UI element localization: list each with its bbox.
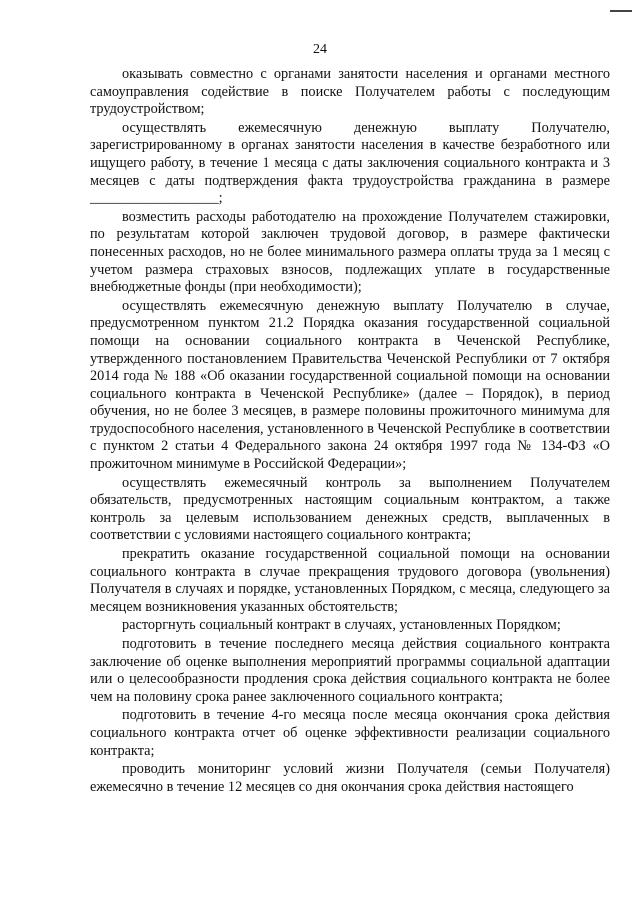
paragraph-7: расторгнуть социальный контракт в случаях, установленных Порядком; <box>122 617 561 634</box>
paragraph-3: возместить расходы работодателю на прохождение Получателем стажировки, по результатам которой заключен трудовой договор, в размере фактически понесенных расходов, но не более минимального размера оплаты труда за 1 месяц с учетом размера страховых взносов, подлежащих уплате в государственные внебюджетные фонды (при необходимости); <box>90 208 610 296</box>
paragraph-10: проводить мониторинг условий жизни Получателя (семьи Получателя) ежемесячно в течение 12 месяцев со дня окончания срока действия настоящего <box>90 761 610 795</box>
scan-corner-mark <box>610 10 632 12</box>
paragraph-8: подготовить в течение последнего месяца действия социального контракта заключение об оценке выполнения мероприятий программы социальной адаптации или о целесообразности продления срока действия социального контракта не более чем на половину срока ранее заключенного социального контракта; <box>90 636 610 705</box>
paragraph-6: прекратить оказание государственной социальной помощи на основании социального контракта в случае прекращения трудового договора (увольнения) Получателя в случаях и порядке, установленных Порядком, с месяца, следующего за месяцем возникновения указанных обстоятельств; <box>90 546 610 615</box>
paragraph-9: подготовить в течение 4-го месяца после месяца окончания срока действия социального контракта отчет об оценке эффективности реализации социального контракта; <box>90 707 610 759</box>
paragraph-4: осуществлять ежемесячную денежную выплату Получателю в случае, предусмотренном пунктом 21.2 Порядка оказания государственной социальной помощи на основании социального контракта в Чеченской Республике, утвержденного постановлением Правительства Чеченской Республики от 7 октября 2014 года № 188 «Об оказании государственной социальной помощи на основании социального контракта в Чеченской Республике» (далее – Порядок), в период обучения, но не более 3 месяцев, в размере половины прожиточного минимума для трудоспособного населения, установленного в Чеченской Республике в соответствии с пунктом 2 статьи 4 Федерального закона 24 октября 1997 года № 134-ФЗ «О прожиточном минимуме в Российской Федерации»; <box>90 297 610 473</box>
page-number: 24 <box>313 42 327 57</box>
document-body <box>90 66 610 797</box>
paragraph-2: осуществлять ежемесячную денежную выплату Получателю, зарегистрированному в органах занятости населения в качестве безработного или ищущего работу, в течение 1 месяца с даты заключения социального контракта и 3 месяцев с даты подтверждения факта трудоустройства гражданина в размере __________________; <box>90 119 610 207</box>
paragraph-1: оказывать совместно с органами занятости населения и органами местного самоуправления содействие в поиске Получателем работы с последующим трудоустройством; <box>90 66 610 118</box>
paragraph-5: осуществлять ежемесячный контроль за выполнением Получателем обязательств, предусмотренных настоящим социальным контрактом, а также контроль за целевым использованием денежных средств, выплаченных в соответствии с условиями настоящего социального контракта; <box>90 474 610 544</box>
